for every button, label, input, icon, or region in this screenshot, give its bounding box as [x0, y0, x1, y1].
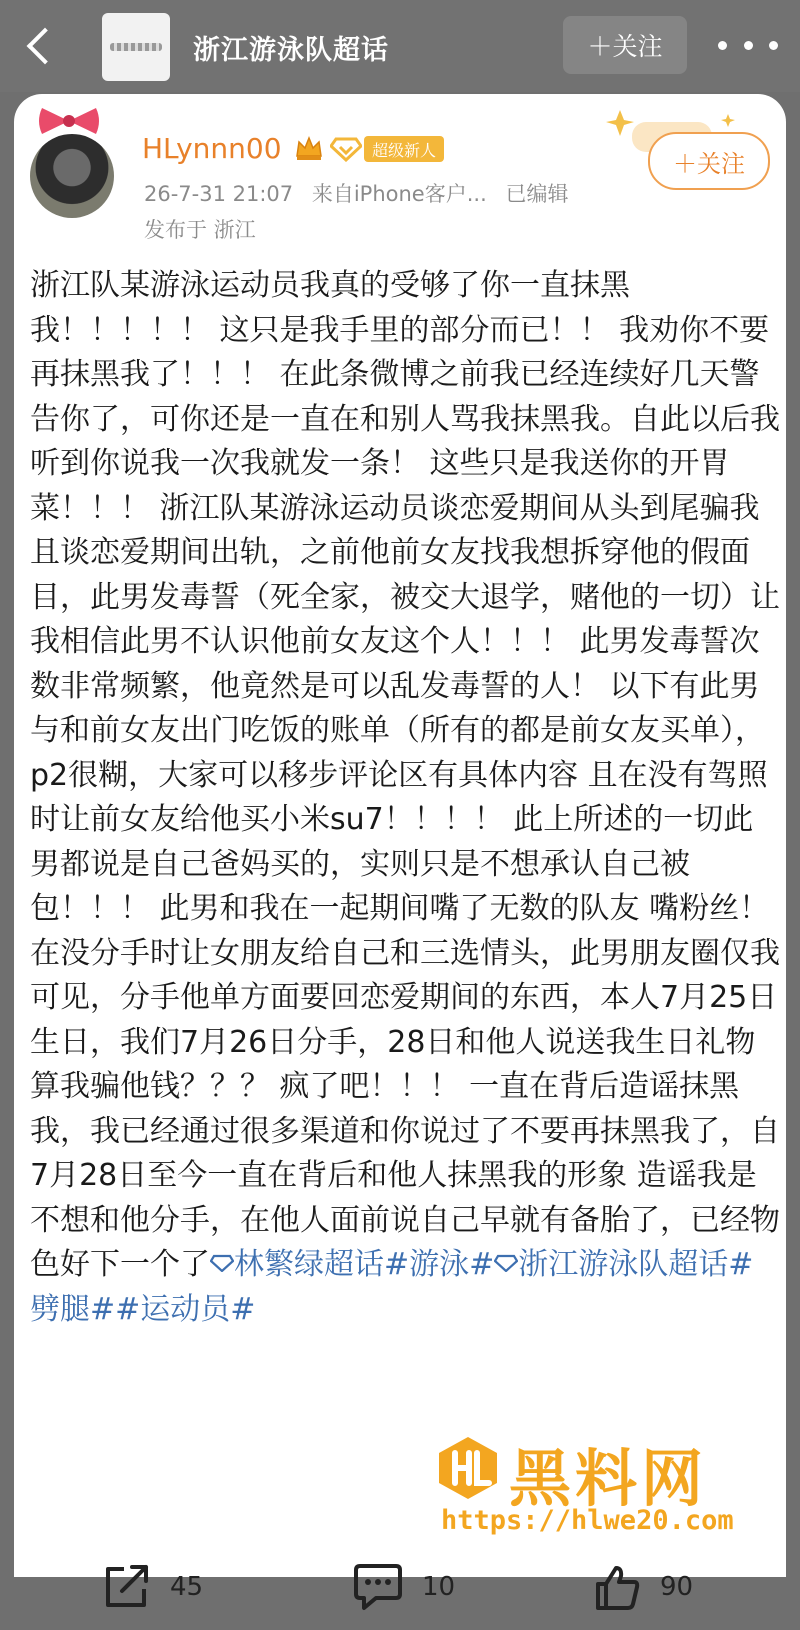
post-date: 26-7-31 21:07 [144, 182, 294, 206]
thumbs-up-icon [592, 1562, 642, 1612]
supertopic-diamond-icon [210, 1254, 234, 1272]
like-button[interactable] [592, 1562, 693, 1612]
share-icon [102, 1563, 152, 1611]
username[interactable]: HLynnn00 [142, 132, 282, 165]
action-bar [14, 1550, 786, 1630]
topic-thumbnail[interactable] [102, 13, 170, 81]
comment-count: 10 [422, 1572, 456, 1602]
post-source: 来自iPhone客户... [311, 182, 487, 206]
watermark-url: https://hlwe20.com [441, 1505, 734, 1536]
hashtag-link[interactable]: #运动员# [115, 1291, 256, 1327]
post-text: 浙江队某游泳运动员我真的受够了你一直抹黑我！！！！！ 这只是我手里的部分而已！！ 我劝你不要再抹黑我了！！！ 在此条微博之前我已经连续好几天警告你了，可你还是一直在和别人骂我抹黑我。自此以后我听到你说我一次我就发一条！ 这些只是我送你的开胃菜！！！ 浙江队某游泳运动员谈恋爱期间从头到尾骗我且谈恋爱期间出轨，之前他前女友找我想拆穿他的假面目，此男发毒誓（死全家，被交大退学，赌他的一切）让我相信此男不认识他前女友这个人！！！ 此男发毒誓次数非常频繁，他竟然是可以乱发毒誓的人！ 以下有此男与和前女友出门吃饭的账单（所有的都是前女友买单），p2很糊，大家可以移步评论区有具体内容 且在没有驾照时让前女友给他买小米su7！！！！ 此上所述的一切此男都说是自己爸妈买的，实则只是不想承认自己被包！！！ 此男和我在一起期间嘴了无数的队友 嘴粉丝！ 在没分手时让女朋友给自己和三选情头，此男朋友圈仅我可见，分手他单方面要回恋爱期间的东西，本人7月25日生日，我们7月26日分手，28日和他人说送我生日礼物算我骗他钱？？？ 疯了吧！！！ 一直在背后造谣抹黑我，我已经通过很多渠道和你说过了不要再抹黑我了，自7月28日至今一直在背后和他人抹黑我的形象 造谣我是不想和他分手，在他人面前说自己早就有备胎了，已经物色好下一个了 [30, 268, 780, 1282]
watermark-logo-icon [435, 1435, 501, 1501]
topic-follow-button[interactable]: ＋关注 [563, 16, 687, 74]
post-edited: 已编辑 [505, 182, 569, 206]
like-count: 90 [660, 1572, 694, 1602]
watermark [435, 1435, 780, 1545]
follow-user-button[interactable]: ＋关注 [648, 132, 770, 190]
post-body [30, 264, 780, 1332]
diamond-icon [330, 136, 362, 162]
comment-icon [352, 1562, 404, 1612]
watermark-title: 黑料网 [509, 1442, 708, 1515]
crown-icon [294, 134, 324, 162]
share-button[interactable] [102, 1562, 203, 1612]
avatar[interactable] [30, 134, 114, 218]
post-card [14, 94, 786, 1602]
hashtag-link[interactable]: #游泳# [384, 1247, 495, 1282]
hashtag-link[interactable]: 浙江游泳队超话 [518, 1247, 729, 1282]
top-bar [0, 0, 800, 92]
bow-decoration-icon [34, 104, 104, 138]
status-badge: 超级新人 [364, 136, 444, 162]
chevron-left-icon[interactable] [20, 24, 60, 68]
supertopic-diamond-icon [494, 1254, 518, 1272]
topic-title[interactable]: 浙江游泳队超话 [193, 35, 389, 66]
share-count: 45 [170, 1572, 204, 1602]
hashtag-link[interactable]: 林繁绿超话 [234, 1247, 384, 1282]
hashtag-link[interactable]: #劈腿# [30, 1247, 754, 1327]
post-meta [144, 178, 580, 208]
more-dots-icon[interactable] [718, 30, 778, 60]
post-location: 发布于 浙江 [144, 218, 256, 242]
comment-button[interactable] [352, 1562, 455, 1612]
